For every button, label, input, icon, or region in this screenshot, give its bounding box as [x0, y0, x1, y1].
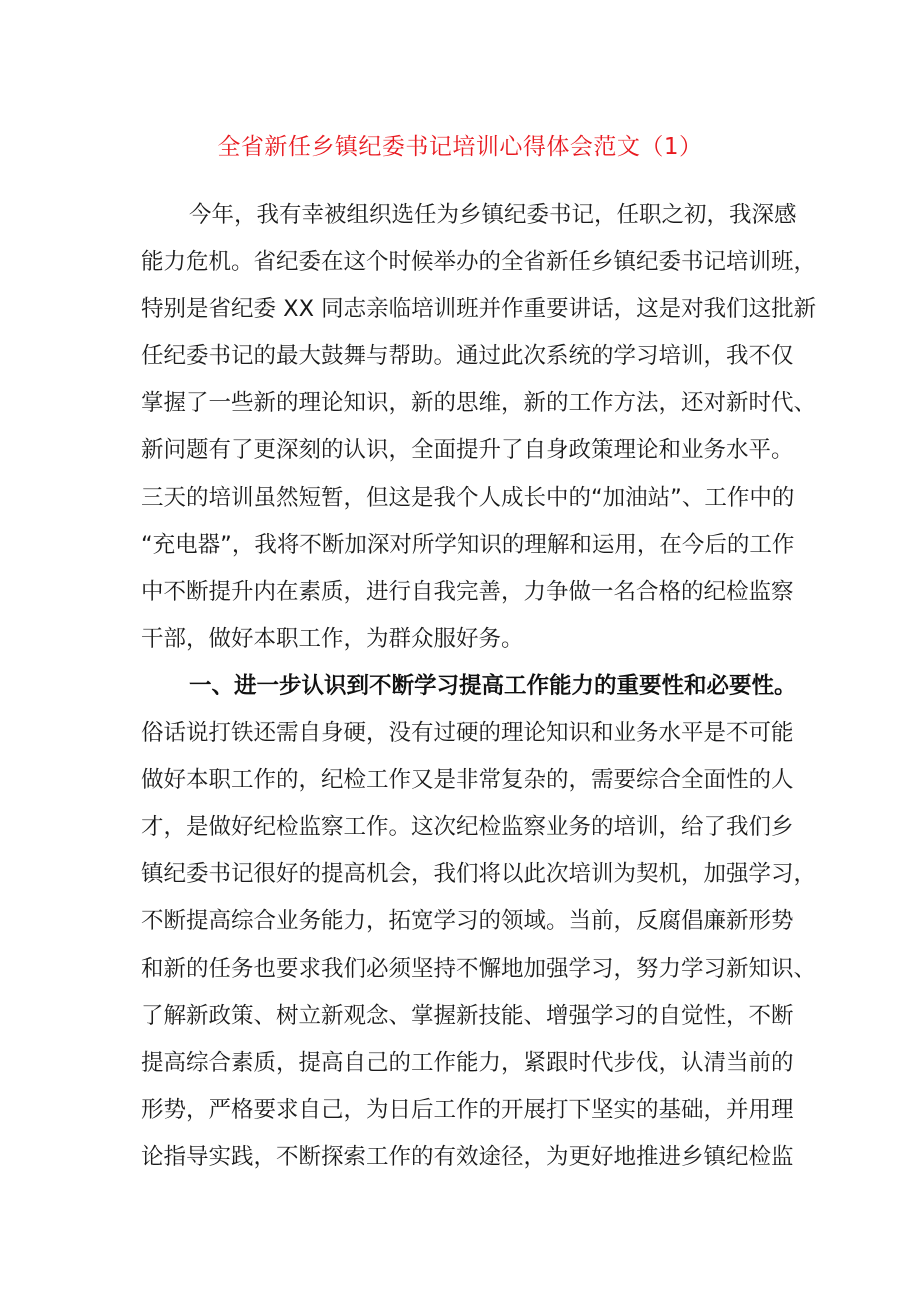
paragraph-line: 任纪委书记的最大鼓舞与帮助。通过此次系统的学习培训，我不仅 — [141, 343, 794, 370]
paragraph-line: 能力危机。省纪委在这个时候举办的全省新任乡镇纪委书记培训班， — [141, 249, 817, 276]
paragraph-line: “充电器”，我将不断加深对所学知识的理解和运用，在今后的工作 — [141, 531, 795, 558]
paragraph-line: 新问题有了更深刻的认识，全面提升了自身政策理论和业务水平。 — [141, 437, 794, 464]
document-body — [141, 196, 817, 1185]
paragraph-line: 中不断提升内在素质，进行自我完善，力争做一名合格的纪检监察 — [141, 578, 794, 605]
section-heading: 一、进一步认识到不断学习提高工作能力的重要性和必要性。 — [189, 672, 797, 699]
paragraph-line: 才，是做好纪检监察工作。这次纪检监察业务的培训，给了我们乡 — [141, 814, 794, 841]
document-title: 全省新任乡镇纪委书记培训心得体会范文（1） — [217, 134, 703, 160]
paragraph-line: 和新的任务也要求我们必须坚持不懈地加强学习，努力学习新知识、 — [141, 955, 817, 982]
paragraph-line: 掌握了一些新的理论知识，新的思维，新的工作方法，还对新时代、 — [141, 390, 817, 417]
paragraph-line: 今年，我有幸被组织选任为乡镇纪委书记，任职之初，我深感 — [189, 202, 797, 228]
paragraph-line: 镇纪委书记很好的提高机会，我们将以此次培训为契机，加强学习， — [141, 861, 817, 888]
paragraph-line: 形势，严格要求自己，为日后工作的开展打下坚实的基础，并用理 — [141, 1096, 794, 1123]
paragraph-line: 论指导实践，不断探索工作的有效途径，为更好地推进乡镇纪检监 — [141, 1143, 794, 1170]
paragraph-line: 特别是省纪委 XX 同志亲临培训班并作重要讲话，这是对我们这批新 — [141, 296, 817, 323]
paragraph-line: 做好本职工作的，纪检工作又是非常复杂的，需要综合全面性的人 — [141, 767, 794, 794]
paragraph-line: 不断提高综合业务能力，拓宽学习的领域。当前，反腐倡廉新形势 — [141, 908, 794, 935]
paragraph-line: 三天的培训虽然短暂，但这是我个人成长中的“加油站”、工作中的 — [141, 484, 795, 511]
paragraph-line: 俗话说打铁还需自身硬，没有过硬的理论知识和业务水平是不可能 — [141, 720, 794, 747]
paragraph-line: 提高综合素质，提高自己的工作能力，紧跟时代步伐，认清当前的 — [141, 1049, 794, 1076]
paragraph-line: 干部，做好本职工作，为群众服好务。 — [141, 625, 524, 652]
paragraph-line: 了解新政策、树立新观念、掌握新技能、增强学习的自觉性，不断 — [141, 1002, 794, 1029]
